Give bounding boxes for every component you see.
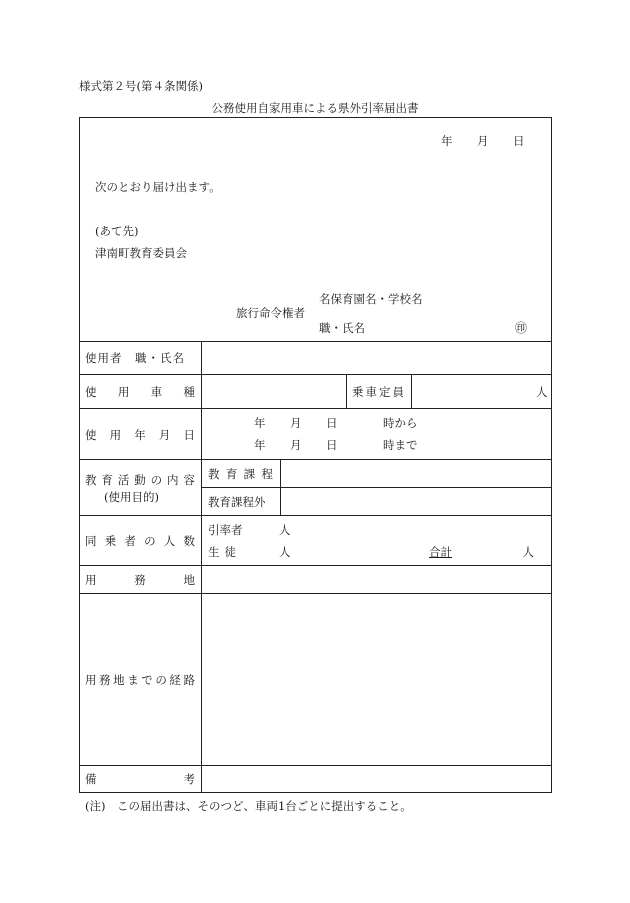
route-label: 用 務 地 ま で の 経 路 [85,673,195,687]
from-day: 日 [326,416,338,430]
date-year: 年 [441,134,453,148]
extracurricular-label: 教育課程外 [208,495,266,509]
leader-label: 引率者 [208,523,243,537]
destination-label: 用 務 地 [85,573,195,587]
to-month: 月 [290,438,302,452]
student-label: 生 徒 [208,545,236,559]
to-time: 時まで [383,438,418,452]
school-name-label: 名保育園名・学校名 [319,292,423,306]
capacity-unit: 人 [536,385,548,399]
date-month: 月 [477,134,489,148]
date-day: 日 [513,134,525,148]
activity-label: 教 育 活 動 の 内 容 [85,473,195,487]
leader-unit: 人 [279,523,291,537]
user-name-label: 使用者 職・氏名 [85,351,185,365]
activity-sub-label: (使用目的) [104,490,159,504]
total-field [429,544,534,560]
title-name-label: 職・氏名 [319,321,365,335]
remarks-label: 備 考 [85,772,195,786]
from-year: 年 [254,416,266,430]
addressee: 津南町教育委員会 [95,246,187,260]
curriculum-label: 教 育 課 程 [208,467,273,481]
from-time: 時から [383,416,418,430]
to-day: 日 [326,438,338,452]
document-title: 公務使用自家用車による県外引率届出書 [211,101,419,115]
total-unit: 人 [522,545,534,559]
period-label: 使 用 年 月 日 [85,428,195,442]
student-unit: 人 [279,545,291,559]
footer-note: (注) この届出書は、そのつど、車両1台ごとに提出すること。 [85,799,412,813]
from-month: 月 [290,416,302,430]
total-label: 合計 [429,545,452,559]
vehicle-type-label: 使 用 車 種 [85,385,195,399]
passengers-label: 同 乗 者 の 人 数 [85,534,195,548]
travel-authority-label: 旅行命令権者 [236,306,305,320]
form-number: 様式第２号(第４条関係) [79,79,203,93]
intro-text: 次のとおり届け出ます。 [95,180,221,194]
addressee-label: (あて先) [95,224,139,238]
to-year: 年 [254,438,266,452]
capacity-label: 乗車定員 [352,385,406,399]
seal-mark: ㊞ [515,321,528,335]
